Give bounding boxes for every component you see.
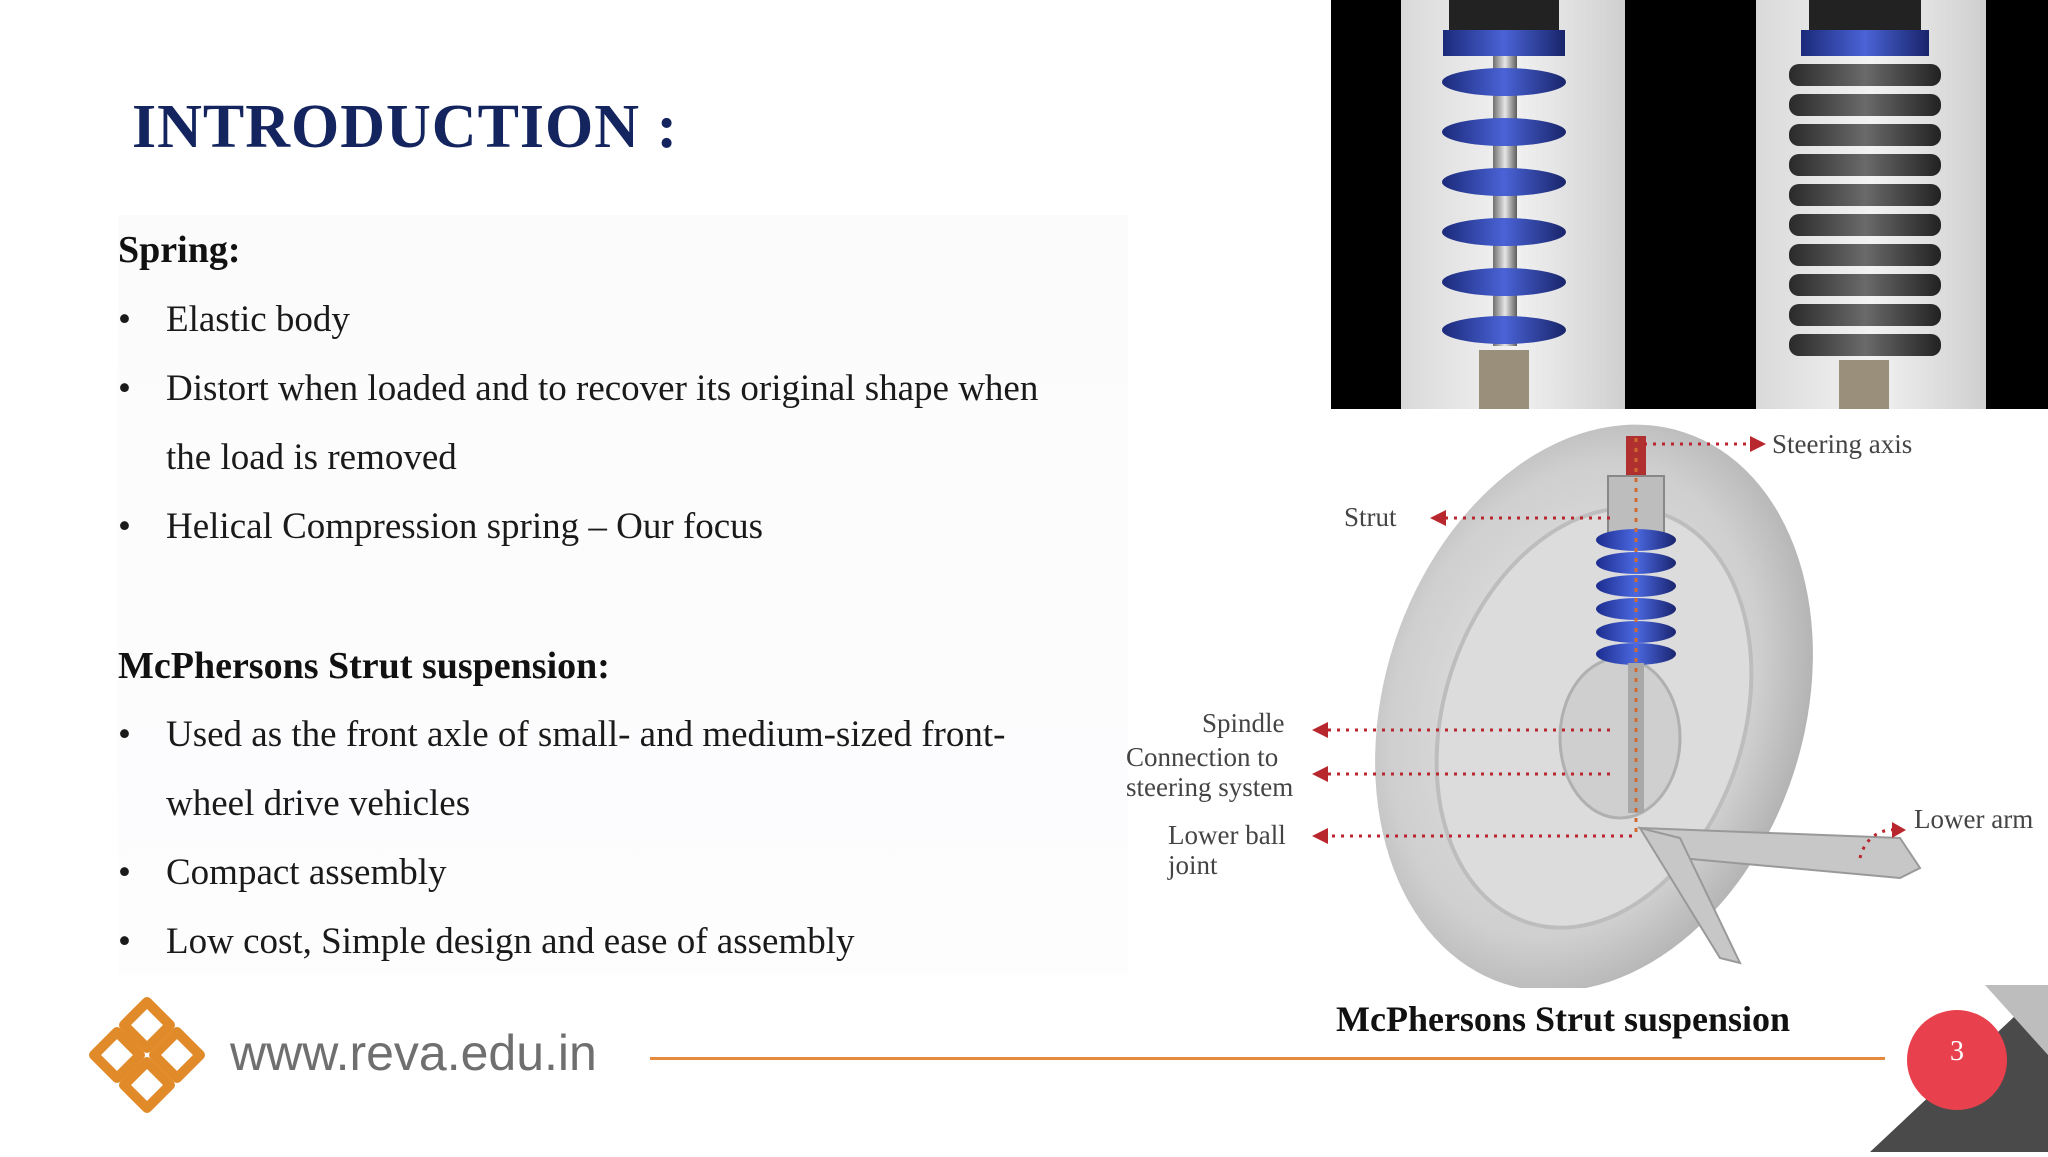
bullet-text: Helical Compression spring – Our focus <box>166 506 764 547</box>
bullet-dot: • <box>118 921 131 962</box>
label-lower-arm: Lower arm <box>1914 804 2034 834</box>
strut-bullet-1-continued: wheel drive vehicles <box>166 783 471 824</box>
bullet-text: Low cost, Simple design and ease of assembly <box>166 921 855 962</box>
label-lower-ball-2: joint <box>1168 850 1218 880</box>
spring-heading: Spring: <box>118 229 241 271</box>
reva-logo <box>82 990 212 1120</box>
bullet-dot: • <box>118 368 131 409</box>
bullet-dot: • <box>118 852 131 893</box>
label-strut: Strut <box>1344 502 1397 532</box>
bullet-dot: • <box>118 506 131 547</box>
label-connection-1: Connection to <box>1126 742 1279 772</box>
strut-heading: McPhersons Strut suspension: <box>118 645 610 687</box>
bullet-dot: • <box>118 299 131 340</box>
diagram-caption: McPhersons Strut suspension <box>1336 999 1791 1039</box>
slide-title: INTRODUCTION : <box>132 93 679 161</box>
spring-bullet-2-continued: the load is removed <box>166 437 457 478</box>
label-lower-ball-1: Lower ball <box>1168 820 1286 850</box>
bullet-text: Compact assembly <box>166 852 447 893</box>
spring-photo <box>1331 0 2048 409</box>
footer-divider <box>650 1057 1885 1060</box>
bullet-text: Used as the front axle of small- and medium-sized front- <box>166 714 1006 755</box>
page-number-badge: 3 <box>1907 1010 2007 1110</box>
strut-diagram <box>1120 418 2048 988</box>
bullet-text: Distort when loaded and to recover its original shape when <box>166 368 1039 409</box>
website-url[interactable]: www.reva.edu.in <box>230 1025 597 1081</box>
label-connection-2: steering system <box>1126 772 1294 802</box>
bullet-text: Elastic body <box>166 299 350 340</box>
label-spindle: Spindle <box>1202 708 1285 738</box>
label-steering-axis: Steering axis <box>1772 429 1913 459</box>
bullet-dot: • <box>118 714 131 755</box>
